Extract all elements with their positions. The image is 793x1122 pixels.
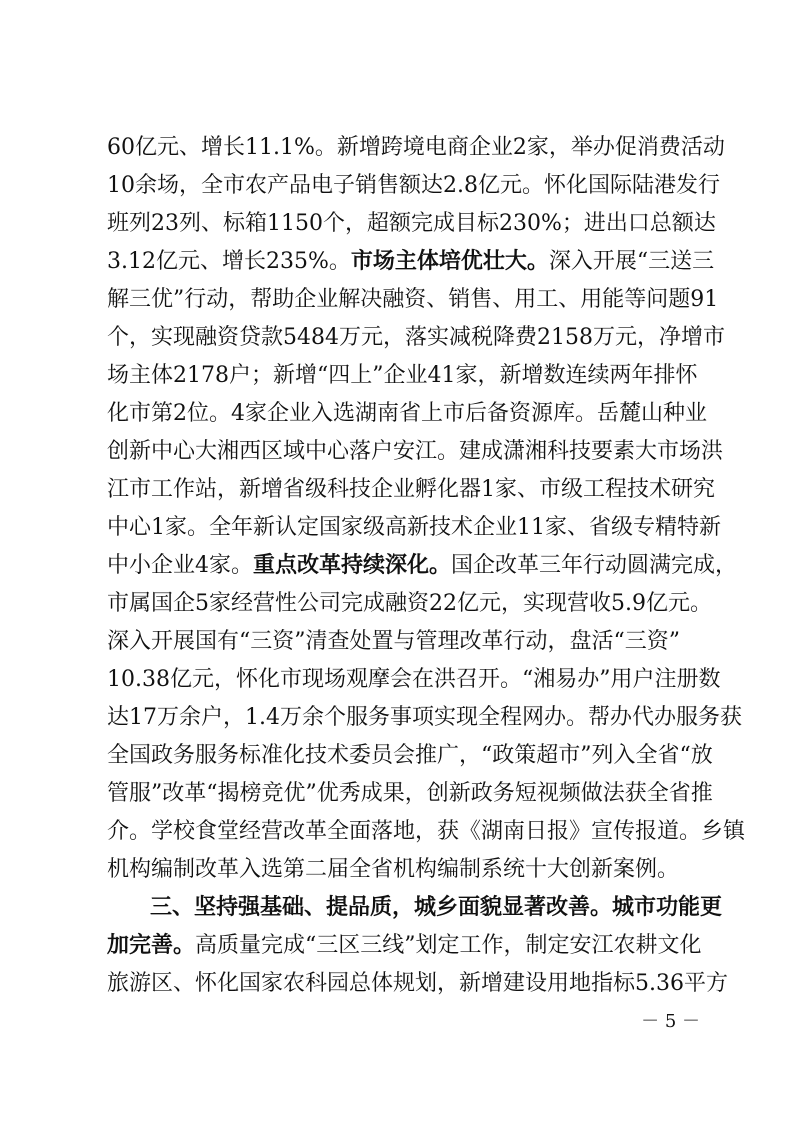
- line-text: 中心1家。全年新认定国家级高新技术企业11家、省级专精特新: [107, 515, 721, 540]
- line-text: 达17万余户，1.4万余个服务事项实现全程网办。帮办代办服务获: [107, 705, 742, 730]
- line-text: 介。学校食堂经营改革全面落地，获《湖南日报》宣传报道。乡镇: [107, 819, 746, 844]
- text-line-10: [107, 470, 715, 510]
- line-text: 市属国企5家经营性公司完成融资22亿元，实现营收5.9亿元。: [107, 591, 712, 616]
- line-text: 解三优”行动，帮助企业解决融资、销售、用工、用能等问题91: [107, 287, 719, 312]
- text-line-4: [107, 242, 715, 282]
- line-text: 深入开展国有“三资”清查处置与管理改革行动，盘活“三资”: [107, 629, 680, 654]
- text-line-8: [107, 394, 707, 434]
- line-text: 场主体2178户；新增“四上”企业41家，新增数连续两年排怀: [107, 363, 698, 388]
- bold-heading-key-reforms: 重点改革持续深化。: [253, 553, 452, 578]
- line-text: 江市工作站，新增省级科技企业孵化器1家、市级工程技术研究: [107, 477, 715, 502]
- text-line-13: [107, 584, 712, 624]
- text-line-23: [107, 964, 728, 1004]
- text-line-6: [107, 318, 725, 358]
- text-line-17: [107, 736, 713, 776]
- line-text: 创新中心大湘西区域中心落户安江。建成潇湘科技要素大市场洪: [107, 439, 724, 464]
- line-text-pre: 3.12亿元、增长235%。: [107, 249, 351, 274]
- text-line-21: [150, 888, 723, 928]
- text-line-2: [107, 166, 720, 206]
- line-text: 机构编制改革入选第二届全省机构编制系统十大创新案例。: [107, 857, 680, 882]
- text-line-5: [107, 280, 719, 320]
- text-line-22: [107, 926, 702, 966]
- text-line-15: [107, 660, 721, 700]
- text-line-16: [107, 698, 742, 738]
- line-text: 全国政务服务标准化技术委员会推广，“政策超市”列入全省“放: [107, 743, 713, 768]
- line-text-post: 深入开展“三送三: [548, 249, 715, 274]
- line-text: 60亿元、增长11.1%。新增跨境电商企业2家，举办促消费活动: [107, 135, 725, 160]
- text-line-7: [107, 356, 697, 396]
- text-line-20: [107, 850, 697, 890]
- line-text-post: 国企改革三年行动圆满完成，: [451, 553, 738, 578]
- bold-heading-city-functions-cont: 加完善。: [107, 933, 196, 958]
- line-text: 化市第2位。4家企业入选湖南省上市后备资源库。岳麓山种业: [107, 401, 707, 426]
- line-text-pre: 中小企业4家。: [107, 553, 253, 578]
- text-line-1: [107, 128, 725, 168]
- line-text: 10.38亿元，怀化市现场观摩会在洪召开。“湘易办”用户注册数: [107, 667, 721, 692]
- line-text: 旅游区、怀化国家农科园总体规划，新增建设用地指标5.36平方: [107, 971, 728, 996]
- line-text: 管服”改革“揭榜竞优”优秀成果，创新政务短视频做法获全省推: [107, 781, 713, 806]
- page-number: － 5 －: [641, 1011, 700, 1032]
- text-line-11: [107, 508, 721, 548]
- text-line-3: [107, 204, 716, 244]
- line-text: 班列23列、标箱1150个，超额完成目标230%；进出口总额达: [107, 211, 716, 236]
- text-line-18: [107, 774, 713, 814]
- text-line-19: [107, 812, 746, 852]
- line-text-post: 高质量完成“三区三线”划定工作，制定安江农耕文化: [195, 933, 702, 958]
- line-text: 个，实现融资贷款5484万元，落实减税降费2158万元，净增市: [107, 325, 725, 350]
- text-line-14: [107, 622, 697, 662]
- text-line-9: [107, 432, 724, 472]
- line-text: 10余场，全市农产品电子销售额达2.8亿元。怀化国际陆港发行: [107, 173, 720, 198]
- section-heading-3: 三、坚持强基础、提品质，城乡面貌显著改善。: [150, 895, 613, 920]
- text-line-12: [107, 546, 738, 586]
- bold-heading-city-functions: 城市功能更: [612, 895, 723, 920]
- bold-heading-market-entities: 市场主体培优壮大。: [350, 249, 549, 274]
